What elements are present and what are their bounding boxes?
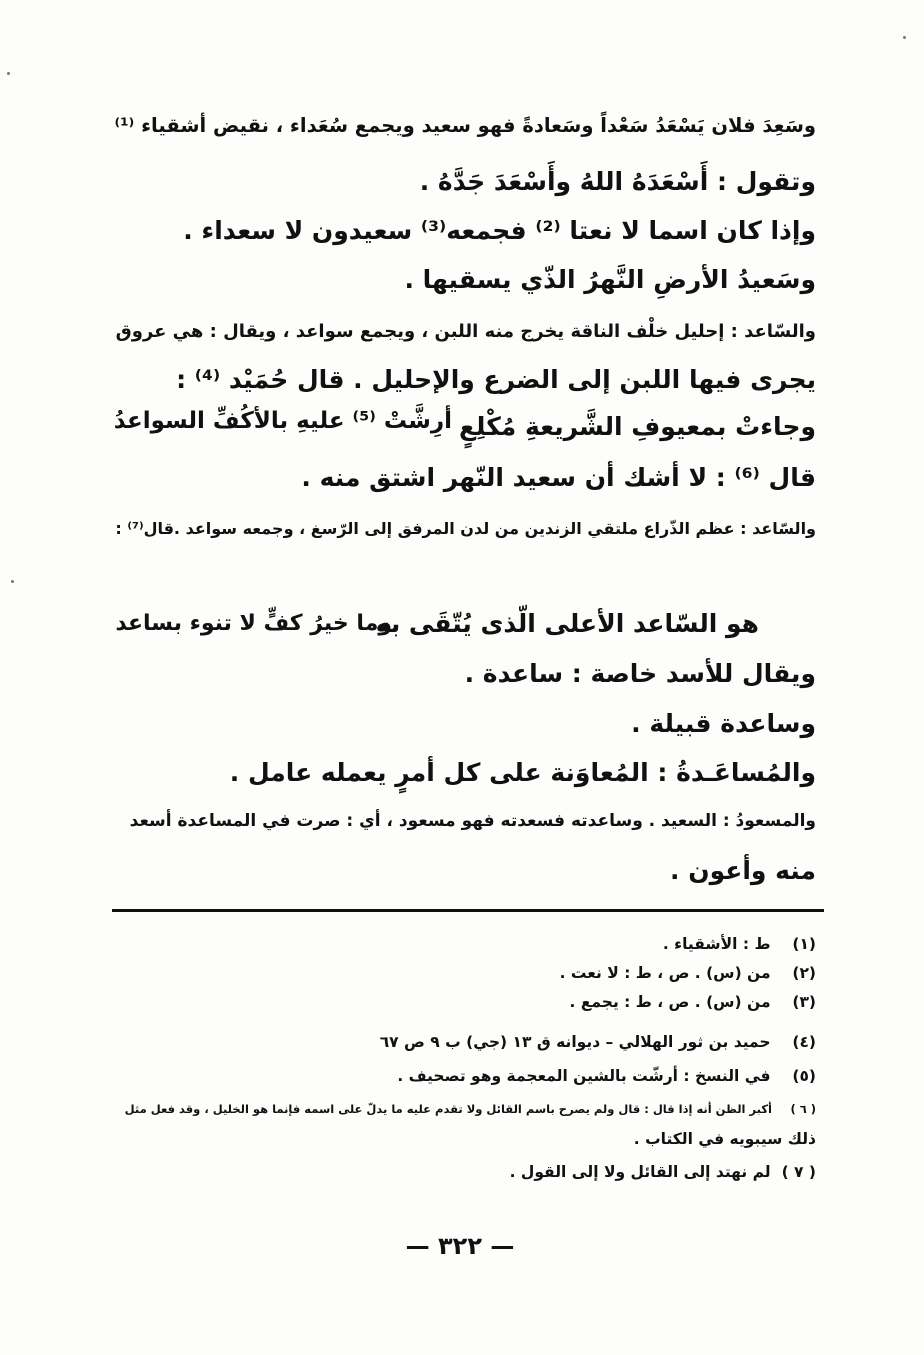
body-line-5: والسّاعد : إحليل خلْف الناقة يخرج منه اللبن ، ويجمع سواعد ، ويقال : هي عروق	[115, 321, 816, 342]
page-number: — ٣٢٢ —	[405, 1232, 515, 1260]
footnote-6-continued	[634, 1127, 816, 1151]
footnote-text: من (س) . ص ، ط : لا نعت .	[559, 964, 771, 982]
scan-speck	[7, 72, 10, 75]
footnote-6	[125, 1097, 816, 1121]
body-line-2: وتقول : أَسْعَدَهُ اللهُ وأَسْعَدَ جَدَّهُ .	[419, 167, 816, 196]
verse1-left-hemistich: أرِشَّتْ ⁽⁵⁾ عليهِ بالأكُفِّ السواعدُ	[113, 408, 452, 434]
footnote-number: (٤)	[792, 1033, 816, 1051]
verse1-right-hemistich: وجاءتْ بمعيوفِ الشَّريعةِ مُكْلِعٍ	[458, 412, 816, 441]
footnote-text: ذلك سيبويه في الكتاب .	[633, 1130, 816, 1148]
footnote-number: (٢)	[792, 964, 816, 982]
footnote-number: ( ٧ )	[781, 1163, 816, 1181]
body-line-1: وسَعِدَ فلان يَسْعَدُ سَعْداً وسَعادةً فهو سعيد ويجمع سُعَداء ، نقيض أشقياء ⁽¹⁾	[114, 114, 816, 137]
body-line-8: والسّاعد : عظم الذّراع ملتقي الزندين من لدن المرفق إلى الرّسغ ، وجمعه سواعد .قال⁽⁷⁾ :	[115, 519, 816, 538]
footnote-5	[397, 1064, 816, 1088]
footnote-number: (٥)	[792, 1067, 816, 1085]
footnote-7	[510, 1160, 816, 1184]
footnote-text: ط : الأشقياء .	[662, 935, 771, 953]
body-line-11: والمُساعَـدةُ : المُعاوَنة على كل أمرٍ يعمله عامل .	[229, 758, 816, 787]
body-line-7: قال ⁽⁶⁾ : لا أشك أن سعيد النّهر اشتق منه .	[301, 463, 816, 492]
footnote-2	[560, 961, 816, 985]
body-line-13: منه وأعون .	[670, 856, 816, 885]
footnote-4	[380, 1030, 816, 1054]
verse2-right-hemistich: هو السّاعد الأعلى الّذى يُتّقَى به	[375, 609, 759, 638]
footnote-3	[570, 990, 816, 1014]
body-line-4: وسَعيدُ الأرضِ النَّهرُ الذّي يسقيها .	[404, 265, 816, 294]
body-line-12: والمسعودُ : السعيد . وساعدته فسعدته فهو مسعود ، أي : صرت في المساعدة أسعد	[129, 811, 816, 831]
footnote-text: حميد بن ثور الهلالي – ديوانه ق ١٣ (جي) ب ٩ ص ٦٧	[379, 1033, 771, 1051]
body-line-3: وإذا كان اسما لا نعتا ⁽²⁾ فجمعه⁽³⁾ سعيدون لا سعداء .	[183, 216, 816, 245]
footnote-text: من (س) . ص ، ط : يجمع .	[569, 993, 771, 1011]
footnote-number: (١)	[792, 935, 816, 953]
scan-speck	[11, 580, 14, 583]
verse2-left-hemistich: وما خيرُ كفٍّ لا تنوء بساعد	[115, 611, 392, 636]
footnote-text: في النسخ : أرشّت بالشين المعجمة وهو تصحيف .	[397, 1067, 771, 1085]
body-line-9: ويقال للأسد خاصة : ساعدة .	[464, 659, 816, 688]
footnote-separator	[112, 909, 824, 912]
scan-speck	[903, 36, 906, 39]
body-line-6: يجرى فيها اللبن إلى الضرع والإحليل . قال حُمَيْد ⁽⁴⁾ :	[176, 365, 816, 394]
footnote-text: لم نهتد إلى القائل ولا إلى القول .	[509, 1163, 771, 1181]
footnote-number: ( ٦ )	[790, 1102, 816, 1116]
footnote-number: (٣)	[792, 993, 816, 1011]
footnote-1	[663, 932, 816, 956]
body-line-10: وساعدة قبيلة .	[631, 709, 816, 738]
footnote-text: أكبر الظن أنه إذا قال : قال ولم يصرح باسم القائل ولا تقدم عليه ما يدلّ على اسمه فإنما هو الخليل ، وقد فعل مثل	[124, 1102, 772, 1116]
